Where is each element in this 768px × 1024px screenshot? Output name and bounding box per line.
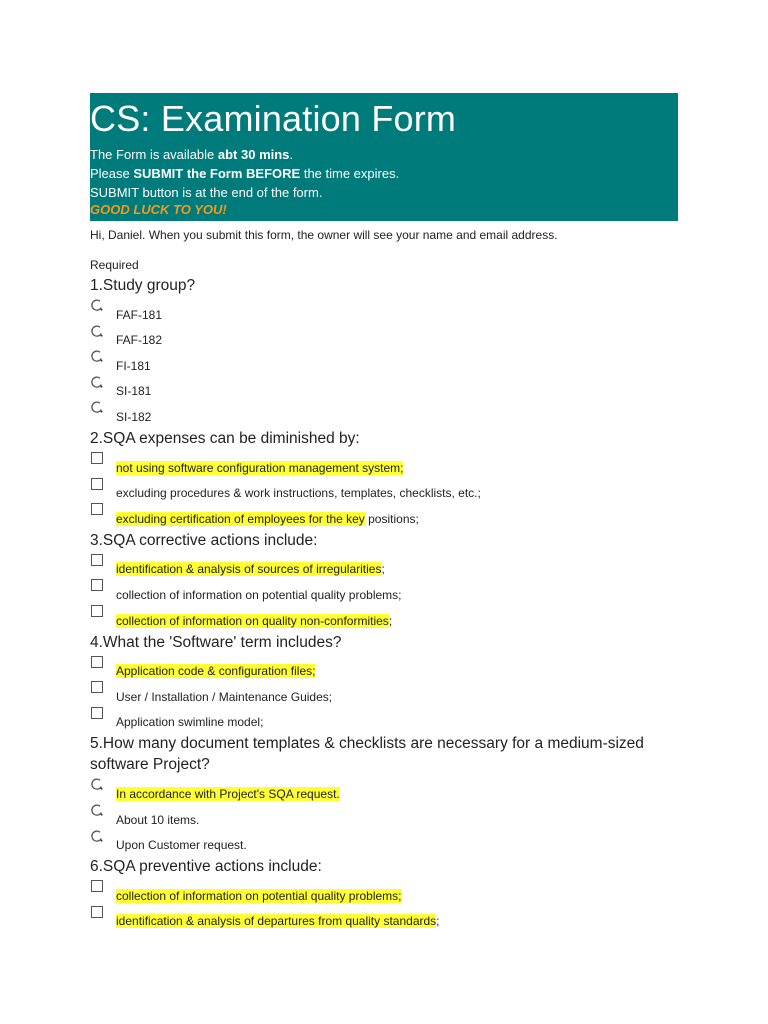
option-text [116,308,162,324]
radio-button[interactable] [90,829,104,843]
checkbox[interactable] [90,905,104,919]
question-options [90,553,680,630]
checkbox[interactable] [90,680,104,694]
option-text [116,664,315,680]
radio-button[interactable] [90,803,104,817]
option-text [116,588,402,604]
question-options [90,655,680,732]
option-text [116,838,247,854]
option-text [116,486,481,502]
option-text [116,461,403,477]
checkbox-box [91,605,103,617]
question-list [90,275,680,930]
checkbox-option[interactable] [90,706,680,732]
answer-text: User / Installation / Maintenance Guides; [116,689,333,704]
answer-text: excluding procedures & work instructions, templates, checklists, etc.; [116,486,481,501]
question-options [90,777,680,854]
checkbox-option[interactable] [90,477,680,503]
answer-text: SI-182 [116,409,152,424]
checkbox-option[interactable] [90,905,680,931]
checkbox-option[interactable] [90,655,680,681]
question-label: 2.SQA expenses can be diminished by: [90,429,360,447]
question-label: 4.What the 'Software' term includes? [90,633,342,651]
checkbox[interactable] [90,553,104,567]
option-text [116,359,151,375]
option-text [116,715,263,731]
highlighted-answer: collection of information on potential quality problems; [116,888,402,903]
answer-suffix: positions; [364,511,419,526]
checkbox-box [91,906,103,918]
checkbox-box [91,579,103,591]
checkbox[interactable] [90,502,104,516]
checkbox-option[interactable] [90,553,680,579]
checkbox-option[interactable] [90,451,680,477]
option-text [116,384,151,400]
option-text [116,512,419,528]
option-text [116,914,440,930]
identity-notice: Hi, Daniel. When you submit this form, the owner will see your name and email address. [90,228,558,242]
radio-option[interactable] [90,375,680,401]
checkbox[interactable] [90,879,104,893]
option-text [116,410,151,426]
highlighted-answer: Application code & configuration files; [116,664,316,679]
radio-option[interactable] [90,349,680,375]
radio-option[interactable] [90,829,680,855]
submit-location-line: SUBMIT button is at the end of the form. [90,185,323,200]
question-label: 5.How many document templates & checklists are necessary for a medium-sized software Project? [90,735,644,774]
radio-button[interactable] [90,298,104,312]
availability-line: The Form is available abt 30 mins. [90,147,294,162]
good-luck-text: GOOD LUCK TO YOU! [90,202,227,217]
radio-option[interactable] [90,777,680,803]
answer-suffix: ; [381,562,385,577]
question-options [90,451,680,528]
radio-button[interactable] [90,777,104,791]
question-options [90,879,680,930]
highlighted-answer: In accordance with Project's SQA request. [116,786,340,801]
exam-form [90,93,680,930]
checkbox-box [91,554,103,566]
radio-button[interactable] [90,375,104,389]
answer-text: Application swimline model; [116,715,264,730]
form-header-banner [90,93,678,221]
question-label: 6.SQA preventive actions include: [90,858,322,876]
checkbox-box [91,707,103,719]
answer-text: About 10 items. [116,812,200,827]
checkbox-option[interactable] [90,879,680,905]
checkbox-option[interactable] [90,502,680,528]
highlighted-answer: identification & analysis of sources of irregularities [116,562,382,577]
checkbox-box [91,503,103,515]
highlighted-answer: excluding certification of employees for the key [116,511,365,526]
radio-button[interactable] [90,400,104,414]
radio-option[interactable] [90,324,680,350]
option-text [116,787,340,803]
option-text [116,889,402,905]
checkbox[interactable] [90,604,104,618]
checkbox-box [91,656,103,668]
answer-text: FI-181 [116,358,151,373]
option-text [116,614,392,630]
checkbox[interactable] [90,706,104,720]
checkbox[interactable] [90,451,104,465]
checkbox-option[interactable] [90,578,680,604]
question-label: 1.Study group? [90,277,196,294]
submit-instruction-line: Please SUBMIT the Form BEFORE the time expires. [90,166,400,181]
checkbox[interactable] [90,655,104,669]
question-options [90,298,680,426]
radio-button[interactable] [90,349,104,363]
answer-text: collection of information on potential quality problems; [116,587,402,602]
checkbox[interactable] [90,477,104,491]
checkbox[interactable] [90,578,104,592]
checkbox-option[interactable] [90,680,680,706]
radio-option[interactable] [90,803,680,829]
checkbox-option[interactable] [90,604,680,630]
highlighted-answer: identification & analysis of departures from quality standards [116,914,437,929]
highlighted-answer: collection of information on quality non-conformities [116,613,389,628]
radio-button[interactable] [90,324,104,338]
option-text [116,813,199,829]
checkbox-box [91,478,103,490]
highlighted-answer: not using software configuration management system; [116,460,404,475]
answer-text: Upon Customer request. [116,838,247,853]
required-label: Required [90,258,139,272]
answer-text: FAF-181 [116,307,163,322]
answer-text: SI-181 [116,384,152,399]
form-title: CS: Examination Form [90,98,457,139]
radio-option[interactable] [90,400,680,426]
answer-suffix: ; [388,613,393,628]
answer-suffix: ; [436,914,440,929]
option-text [116,562,385,578]
option-text [116,333,162,349]
checkbox-box [91,452,103,464]
option-text [116,690,332,706]
answer-text: FAF-182 [116,333,163,348]
question-label: 3.SQA corrective actions include: [90,531,318,549]
radio-option[interactable] [90,298,680,324]
checkbox-box [91,880,103,892]
checkbox-box [91,681,103,693]
